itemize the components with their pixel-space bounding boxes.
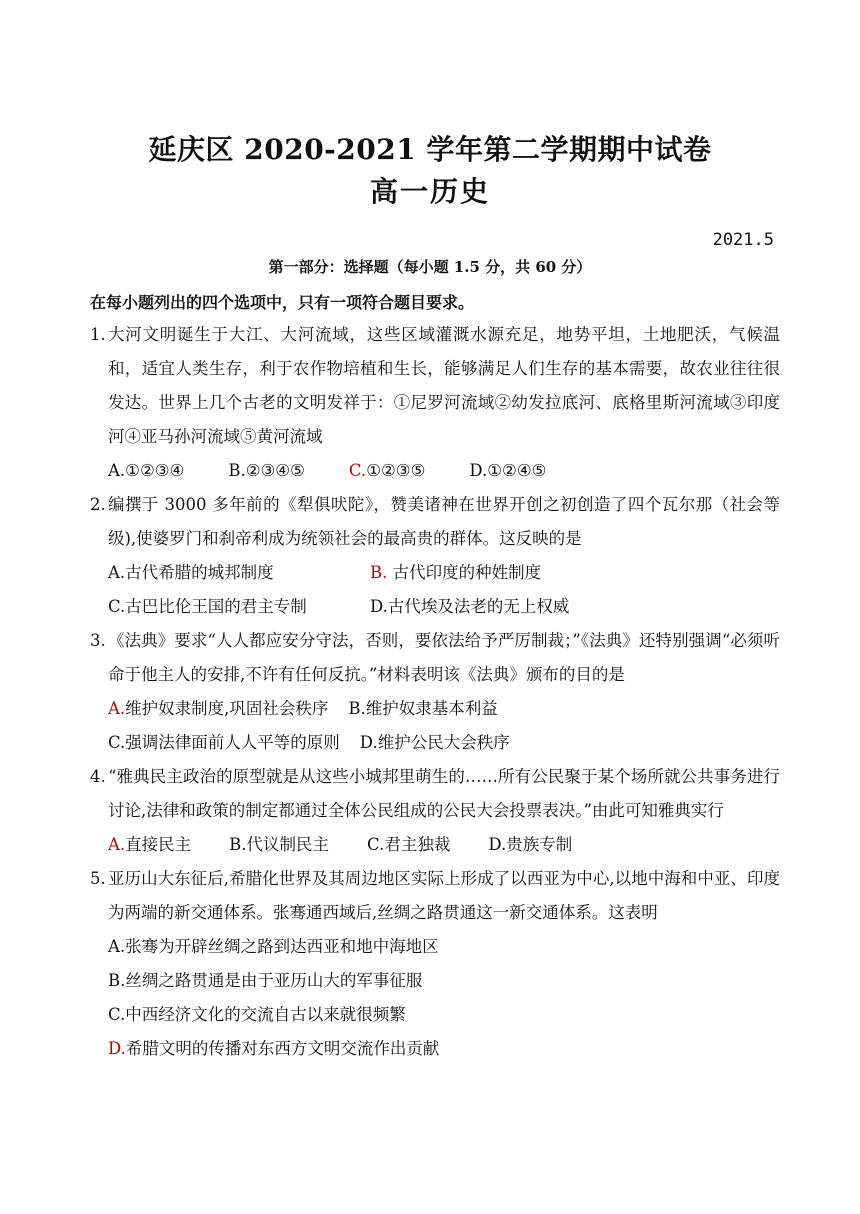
option-b[interactable] — [229, 828, 329, 862]
option-a[interactable] — [108, 454, 184, 488]
question-stem — [90, 862, 780, 930]
option-text: 张骞为开辟丝绸之路到达西亚和地中海地区 — [125, 937, 439, 956]
option-text: 直接民主 — [125, 835, 192, 854]
option-letter: A. — [108, 563, 126, 582]
option-text: 古巴比伦王国的君主专制 — [125, 597, 307, 616]
question-stem — [90, 624, 780, 692]
option-c[interactable] — [108, 726, 340, 760]
option-letter: B. — [370, 563, 388, 582]
question-list — [90, 318, 780, 1066]
option-d[interactable] — [108, 1032, 780, 1066]
option-d[interactable] — [360, 726, 510, 760]
option-row — [90, 692, 780, 726]
option-letter: B. — [348, 699, 366, 718]
option-text: 维护公民大会秩序 — [377, 733, 510, 752]
exam-date: 2021.5 — [712, 230, 774, 250]
option-d[interactable] — [469, 454, 546, 488]
option-text: ①②③④ — [125, 461, 185, 480]
question-2 — [90, 488, 780, 624]
option-d[interactable] — [370, 590, 632, 624]
option-a[interactable] — [108, 828, 191, 862]
option-row — [90, 828, 780, 862]
option-c[interactable] — [349, 454, 425, 488]
option-letter: B. — [108, 971, 126, 990]
option-row — [90, 930, 780, 1066]
question-number: 1. — [90, 325, 106, 344]
option-text: 贵族专制 — [506, 835, 573, 854]
instruction: 在每小题列出的四个选项中，只有一项符合题目要求。 — [90, 293, 475, 312]
option-a[interactable] — [108, 692, 328, 726]
question-text: 亚历山大东征后,希腊化世界及其周边地区实际上形成了以西亚为中心,以地中海和中亚、印度为两端的新交通体系。张骞通西域后,丝绸之路贯通这一新交通体系。这表明 — [108, 869, 780, 922]
option-letter: D. — [108, 1039, 126, 1058]
option-text: 希腊文明的传播对东西方文明交流作出贡献 — [125, 1039, 440, 1058]
question-text: “雅典民主政治的原型就是从这些小城邦里萌生的……所有公民聚于某个场所就公共事务进行讨论,法律和政策的制定都通过全体公民组成的公民大会投票表决。”由此可知雅典实行 — [108, 767, 780, 820]
option-letter: C. — [367, 835, 385, 854]
option-text: 维护奴隶基本利益 — [365, 699, 498, 718]
exam-subject: 高一历史 — [369, 175, 490, 208]
option-letter: D. — [359, 733, 378, 752]
option-c[interactable] — [108, 998, 780, 1032]
option-row — [90, 556, 780, 590]
question-number: 2. — [90, 495, 106, 514]
question-number: 3. — [90, 631, 106, 650]
option-letter: B. — [228, 461, 246, 480]
question-5 — [90, 862, 780, 1066]
option-letter: A. — [108, 835, 126, 854]
option-c[interactable] — [367, 828, 450, 862]
question-number: 5. — [90, 869, 106, 888]
option-b[interactable] — [228, 454, 305, 488]
option-a[interactable] — [108, 930, 780, 964]
option-letter: D. — [469, 461, 488, 480]
option-text: 维护奴隶制度,巩固社会秩序 — [125, 699, 329, 718]
option-letter: D. — [370, 597, 388, 616]
option-row — [90, 590, 780, 624]
option-row — [90, 726, 780, 760]
option-c[interactable] — [108, 590, 370, 624]
option-b[interactable] — [348, 692, 497, 726]
question-3 — [90, 624, 780, 760]
option-text: 古代埃及法老的无上权威 — [387, 597, 570, 616]
option-letter: A. — [108, 699, 126, 718]
option-text: ①②③⑤ — [366, 461, 426, 480]
question-stem — [90, 318, 780, 454]
option-letter: A. — [108, 937, 126, 956]
option-text: 丝绸之路贯通是由于亚历山大的军事征服 — [125, 971, 423, 990]
option-letter: C. — [108, 1005, 126, 1024]
option-letter: C. — [108, 597, 126, 616]
option-b[interactable] — [108, 964, 780, 998]
option-letter: A. — [108, 461, 126, 480]
option-letter: B. — [229, 835, 247, 854]
question-stem — [90, 488, 780, 556]
question-1 — [90, 318, 780, 488]
option-text: ①②④⑤ — [487, 461, 547, 480]
option-text: 古代希腊的城邦制度 — [125, 563, 274, 582]
option-row — [90, 454, 780, 488]
option-letter: C. — [348, 461, 367, 480]
option-letter: D. — [488, 835, 507, 854]
question-4 — [90, 760, 780, 862]
question-number: 4. — [90, 767, 106, 786]
question-stem — [90, 760, 780, 828]
option-a[interactable] — [108, 556, 370, 590]
option-d[interactable] — [488, 828, 572, 862]
option-text: 中西经济文化的交流自古以来就很频繁 — [125, 1005, 406, 1024]
exam-title: 延庆区 2020-2021 学年第二学期期中试卷 — [148, 133, 712, 166]
option-b[interactable] — [370, 556, 632, 590]
question-text: 编撰于 3000 多年前的《犁俱吠陀》，赞美诸神在世界开创之初创造了四个瓦尔那（社会等级),使婆罗门和刹帝利成为统领社会的最高贵的群体。这反映的是 — [108, 495, 780, 548]
option-letter: C. — [108, 733, 126, 752]
question-text: 大河文明诞生于大江、大河流域，这些区域灌溉水源充足，地势平坦，土地肥沃，气候温和，适宜人类生存，利于农作物培植和生长，能够满足人们生存的基本需要，故农业往往很发达。世界上几个古老的文明发祥于：①尼罗河流域②幼发拉底河、底格里斯河流域③印度河④亚马孙河流域⑤黄河流域 — [108, 325, 780, 446]
option-text: 古代印度的种姓制度 — [387, 563, 542, 582]
option-text: 君主独裁 — [384, 835, 451, 854]
question-text: 《法典》要求“人人都应安分守法，否则，要依法给予严厉制裁；”《法典》还特别强调“必须听命于他主人的安排,不许有任何反抗。”材料表明该《法典》颁布的目的是 — [108, 631, 780, 684]
part-title: 第一部分：选择题（每小题 1.5 分，共 60 分） — [268, 258, 592, 276]
option-text: ②③④⑤ — [245, 461, 305, 480]
option-text: 强调法律面前人人平等的原则 — [125, 733, 340, 752]
option-text: 代议制民主 — [246, 835, 330, 854]
